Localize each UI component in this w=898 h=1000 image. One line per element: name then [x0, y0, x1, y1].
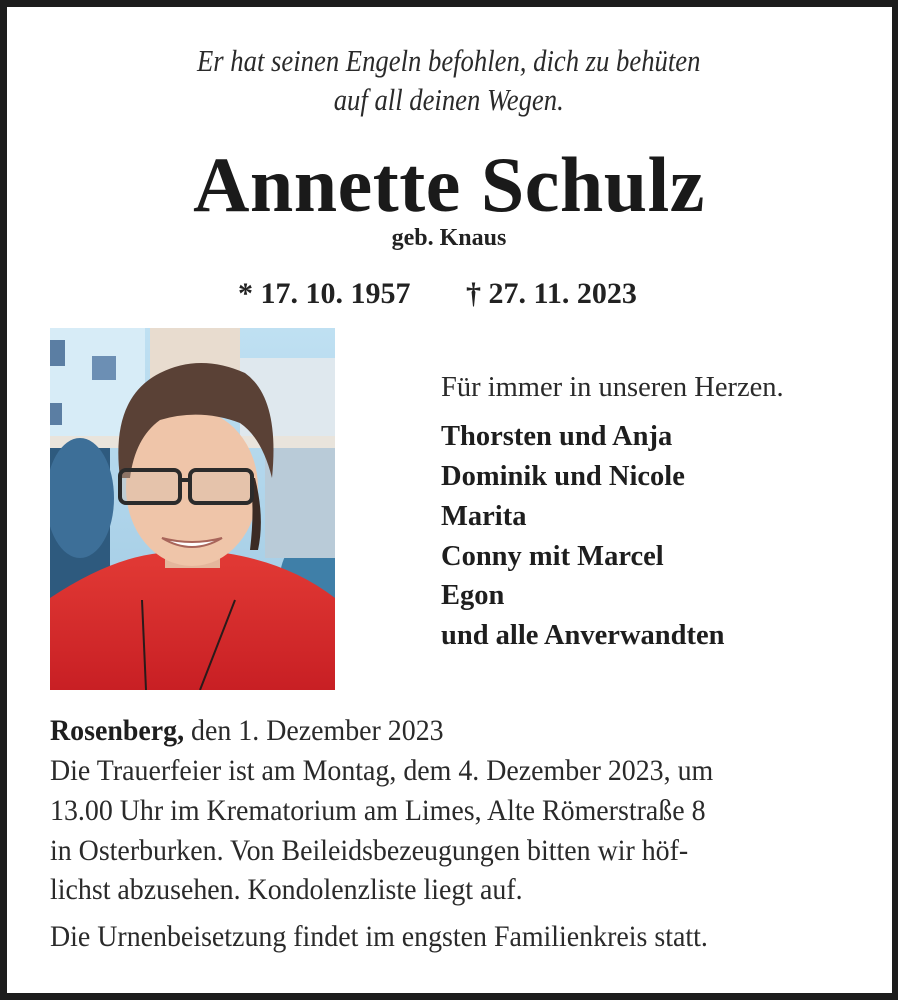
death-date: † 27. 11. 2023 [466, 277, 637, 310]
portrait-photo [50, 328, 335, 690]
notice-line: 13.00 Uhr im Krematorium am Limes, Alte Römerstraße 8 [50, 794, 706, 827]
birth-date: * 17. 10. 1957 [238, 277, 411, 310]
motto-line-1: Er hat seinen Engeln befohlen, dich zu behüten [197, 43, 701, 78]
place-date-line [50, 716, 473, 746]
place-name: Rosenberg, [50, 714, 185, 747]
notice-date: den 1. Dezember 2023 [184, 714, 444, 747]
notice-line: lichst abzusehen. Kondolenzliste liegt auf. [50, 873, 523, 906]
deceased-name: Annette Schulz [193, 141, 705, 228]
family-member: Egon [441, 580, 505, 611]
notice-line: Die Trauerfeier ist am Montag, dem 4. Dezember 2023, um [50, 754, 714, 787]
family-heading: Für immer in unseren Herzen. [441, 372, 784, 403]
maiden-name: geb. Knaus [391, 225, 507, 251]
family-member: Marita [441, 501, 527, 532]
family-member: Dominik und Nicole [441, 461, 685, 492]
portrait-photo-icon [50, 328, 335, 690]
family-member: und alle Anverwandten [441, 620, 725, 651]
closing-line: Die Urnenbeisetzung findet im engsten Familienkreis statt. [50, 920, 708, 953]
family-member: Thorsten und Anja [441, 421, 673, 452]
notice-line: in Osterburken. Von Beileidsbezeugungen bitten wir höf- [50, 834, 689, 867]
family-member: Conny mit Marcel [441, 541, 664, 572]
motto-line-2: auf all deinen Wegen. [333, 82, 565, 117]
